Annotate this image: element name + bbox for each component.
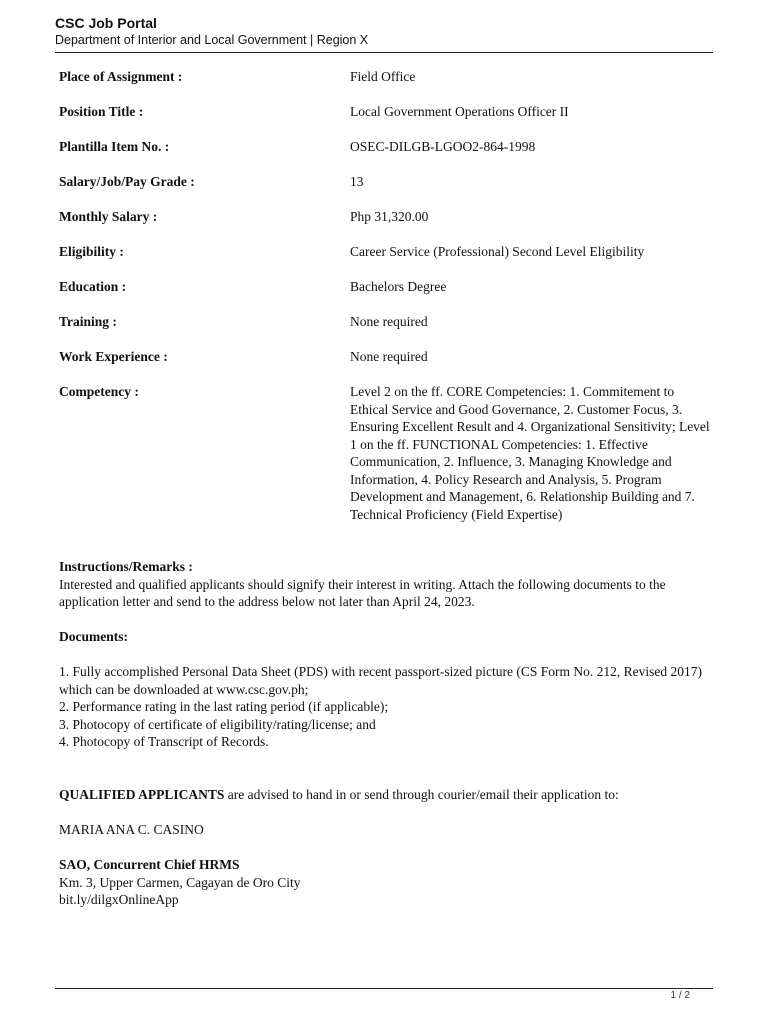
field-label: Plantilla Item No. : <box>59 139 170 154</box>
field-value: Level 2 on the ff. CORE Competencies: 1. Commitement to Ethical Service and Good Governance, 2. Customer Focus, 3. Ensuring Excellent Result and 4. Organizational Sensitivity; Level 1 on the ff. FUNCTIONAL Competencies: 1. Effective Communication, 2. Influence, 3. Managing Knowledge and Information, 4. Policy Research and Analysis, 5. Program Development and Management, 6. Relationship Building and 7. Technical Proficiency (Field Expertise) <box>350 384 710 522</box>
field-eligibility <box>59 243 719 261</box>
field-value: Bachelors Degree <box>350 279 447 294</box>
field-training <box>59 313 719 331</box>
field-label: Salary/Job/Pay Grade : <box>59 174 195 189</box>
field-value: Field Office <box>350 69 416 84</box>
field-position-title <box>59 103 719 121</box>
field-label: Competency : <box>59 384 139 399</box>
contact-block <box>59 856 709 909</box>
field-value: None required <box>350 349 428 364</box>
job-details <box>59 68 719 541</box>
portal-title: CSC Job Portal <box>55 15 157 31</box>
field-value: Php 31,320.00 <box>350 209 429 224</box>
document-item: 3. Photocopy of certificate of eligibility/rating/license; and <box>59 716 376 732</box>
document-item: 4. Photocopy of Transcript of Records. <box>59 734 269 749</box>
portal-subtitle: Department of Interior and Local Government | Region X <box>55 33 369 47</box>
header-divider <box>55 52 713 53</box>
field-education <box>59 278 719 296</box>
field-label: Training : <box>59 314 117 329</box>
instructions-text: Interested and qualified applicants should signify their interest in writing. Attach the following documents to the application letter and send to the address below not later than April 24, 2023. <box>59 576 666 609</box>
field-value: None required <box>350 314 428 329</box>
field-salary-grade <box>59 173 719 191</box>
document-item: 2. Performance rating in the last rating period (if applicable); <box>59 699 389 714</box>
documents-section <box>59 628 709 646</box>
contact-name-block <box>59 821 709 839</box>
instructions-heading: Instructions/Remarks : <box>59 559 193 574</box>
document-item: 1. Fully accomplished Personal Data Sheet (PDS) with recent passport-sized picture (CS Form No. 212, Revised 2017) which can be downloaded at www.csc.gov.ph; <box>59 664 703 697</box>
field-label: Monthly Salary : <box>59 209 158 224</box>
field-value: 13 <box>350 174 364 189</box>
qualified-bold: QUALIFIED APPLICANTS <box>59 787 225 802</box>
field-label: Work Experience : <box>59 349 168 364</box>
field-place-of-assignment <box>59 68 719 86</box>
field-label: Eligibility : <box>59 244 124 259</box>
page-number: 1 / 2 <box>670 990 690 1001</box>
field-plantilla-item <box>59 138 719 156</box>
qualified-applicants-note <box>59 786 709 804</box>
field-label: Education : <box>59 279 127 294</box>
qualified-rest: are advised to hand in or send through courier/email their application to: <box>224 787 619 802</box>
field-work-experience <box>59 348 719 366</box>
field-value: Career Service (Professional) Second Level Eligibility <box>350 244 645 259</box>
field-monthly-salary <box>59 208 719 226</box>
field-competency <box>59 383 719 523</box>
documents-list <box>59 663 709 751</box>
documents-heading: Documents: <box>59 629 128 644</box>
instructions-section <box>59 558 709 611</box>
field-value: OSEC-DILGB-LGOO2-864-1998 <box>350 139 536 154</box>
field-value: Local Government Operations Officer II <box>350 104 569 119</box>
contact-name: MARIA ANA C. CASINO <box>59 822 204 837</box>
field-label: Place of Assignment : <box>59 69 183 84</box>
page-header <box>55 14 713 48</box>
contact-link[interactable]: bit.ly/dilgxOnlineApp <box>59 892 179 907</box>
field-label: Position Title : <box>59 104 144 119</box>
contact-position: SAO, Concurrent Chief HRMS <box>59 857 240 872</box>
footer-divider <box>55 988 713 989</box>
contact-address: Km. 3, Upper Carmen, Cagayan de Oro City <box>59 874 301 890</box>
